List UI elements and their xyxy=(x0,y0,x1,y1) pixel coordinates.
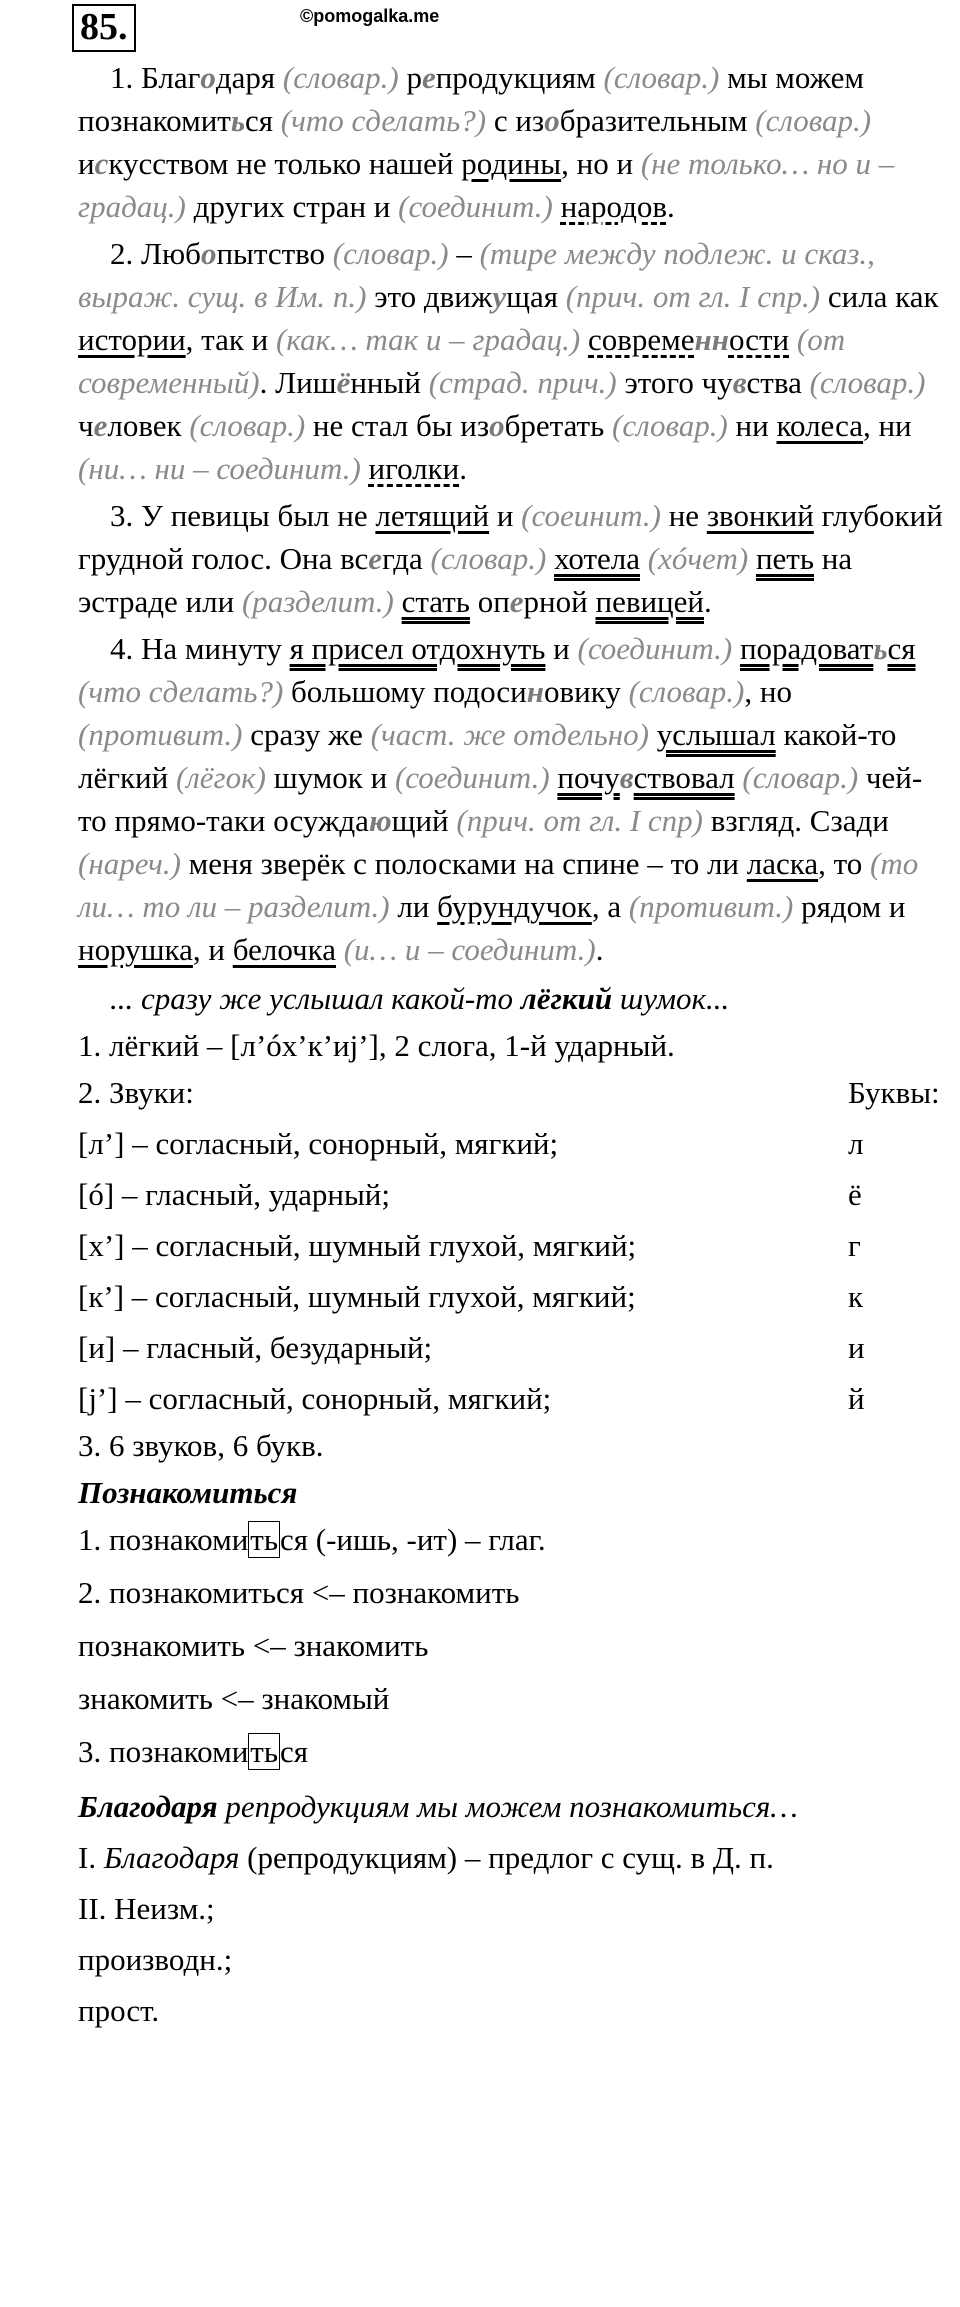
paragraph1-run: (словар.) xyxy=(755,103,872,138)
paragraph4-run: взгляд. Сзади xyxy=(703,803,889,838)
paragraph1-run: других стран и xyxy=(185,189,399,224)
paragraph4-run: ствовал xyxy=(633,760,735,795)
paragraph4-run: (част. же отдельно) xyxy=(370,717,649,752)
paragraph4-run: щий xyxy=(391,803,457,838)
paragraph1-run: (соединит.) xyxy=(398,189,553,224)
suffix-box-2: ть xyxy=(250,1734,278,1769)
morph-line-3: познакомить <– знакомить xyxy=(78,1628,429,1663)
sound-letter: ё xyxy=(848,1177,862,1212)
sound-letter: й xyxy=(848,1381,865,1416)
paragraph-4 xyxy=(78,627,948,971)
paragraph2-run: колеса xyxy=(776,408,863,443)
syntax-line-1 xyxy=(78,1836,948,1879)
paragraph2-run: нный xyxy=(350,365,429,400)
paragraph2-run: , ни xyxy=(862,408,912,443)
paragraph2-run: о xyxy=(200,236,217,271)
header xyxy=(0,0,960,60)
paragraph1-run: народов xyxy=(560,189,667,224)
paragraph3-run xyxy=(748,541,756,576)
paragraph4-run: ли xyxy=(389,889,438,924)
paragraph1-run: мы можем познакомит xyxy=(78,60,865,138)
morph-line-2: 2. познакомиться <– познакомить xyxy=(78,1575,520,1610)
paragraph2-run: е xyxy=(93,408,108,443)
paragraph4-run xyxy=(336,932,344,967)
paragraph4-run: , а xyxy=(591,889,629,924)
sound-letter: л xyxy=(848,1126,864,1161)
sound-row xyxy=(78,1224,948,1267)
paragraph1-run: ь xyxy=(230,103,246,138)
morph-line-5-b: ся xyxy=(279,1734,309,1769)
syntax-line-1-a: I. xyxy=(78,1840,104,1875)
paragraph3-run xyxy=(394,584,402,619)
paragraph4-run: . xyxy=(595,932,604,967)
paragraph2-run: ё xyxy=(336,365,351,400)
watermark: ©pomogalka.me xyxy=(300,6,440,26)
sound-description: [х’] – согласный, шумный глухой, мягкий; xyxy=(78,1228,637,1263)
paragraph2-run xyxy=(580,322,588,357)
letters-label: Буквы: xyxy=(848,1075,940,1110)
paragraph1-run: ся xyxy=(245,103,281,138)
morph-line-5 xyxy=(78,1730,948,1773)
paragraph3-run: гда xyxy=(382,541,431,576)
paragraph1-run: , но и xyxy=(561,146,641,181)
paragraph4-run: норушка xyxy=(78,932,193,967)
sound-row xyxy=(78,1173,948,1216)
phonetic-heading-word: лёгкий xyxy=(520,981,613,1016)
paragraph2-run: 2. Люб xyxy=(110,236,201,271)
paragraph1-run: о xyxy=(544,103,560,138)
paragraph3-run: (словар.) xyxy=(430,541,547,576)
paragraph3-run: петь xyxy=(755,541,814,576)
paragraph1-run: с xyxy=(94,146,109,181)
paragraph1-run: . xyxy=(666,189,675,224)
paragraph4-run: (словар.) xyxy=(628,674,745,709)
morph-line-1 xyxy=(78,1518,948,1561)
sound-description: [j’] – согласный, сонорный, мягкий; xyxy=(78,1381,552,1416)
paragraph4-run: (соединит.) xyxy=(577,631,733,666)
paragraph4-run: в xyxy=(619,760,634,795)
phonetic-line-1: 1. лёгкий – [л’óх’к’иj’], 2 слога, 1-й ударный. xyxy=(78,1028,675,1063)
sound-row xyxy=(78,1326,948,1369)
paragraph3-run: оп xyxy=(469,584,510,619)
paragraph4-run: шумок и xyxy=(265,760,395,795)
paragraph4-run: ю xyxy=(368,803,392,838)
paragraph2-run: пытство xyxy=(216,236,333,271)
paragraph1-run: продукциям xyxy=(435,60,604,95)
paragraph2-run: (от современный) xyxy=(78,322,846,400)
sound-description: [л’] – согласный, сонорный, мягкий; xyxy=(78,1126,559,1161)
paragraph4-run: (что сделать?) xyxy=(78,674,284,709)
paragraph4-run: н xyxy=(526,674,544,709)
paragraph2-run: (ни… ни – соединит.) xyxy=(78,451,361,486)
phonetic-heading-suffix: шумок... xyxy=(612,981,730,1016)
paragraph2-run: (тире между подлеж. и сказ., выраж. сущ. в Им. п.) xyxy=(78,236,875,314)
paragraph3-run: е xyxy=(368,541,383,576)
paragraph2-run: о xyxy=(489,408,505,443)
paragraph2-run: в xyxy=(732,365,747,400)
paragraph1-run: (словар.) xyxy=(282,60,399,95)
syntax-line-3: производн.; xyxy=(78,1942,233,1977)
paragraph-1 xyxy=(78,56,948,228)
paragraph4-run: , и xyxy=(192,932,233,967)
paragraph4-run: ся xyxy=(887,631,916,666)
paragraph3-run: певицей xyxy=(595,584,704,619)
paragraph1-run: (что сделать?) xyxy=(280,103,487,138)
paragraph4-run: (нареч.) xyxy=(78,846,181,881)
paragraph3-run: (хóчет) xyxy=(647,541,749,576)
paragraph1-run: кусством не только нашей xyxy=(108,146,462,181)
paragraph1-run: о xyxy=(200,60,216,95)
paragraph2-run: ловек xyxy=(107,408,190,443)
phonetic-heading xyxy=(78,977,948,1020)
sound-description: [и] – гласный, безударный; xyxy=(78,1330,433,1365)
syntax-heading-rest: репродукциям мы можем познакомиться… xyxy=(217,1789,798,1824)
sound-letter: и xyxy=(848,1330,865,1365)
sound-row xyxy=(78,1122,948,1165)
paragraph2-run: сила как xyxy=(820,279,939,314)
morph-title: Познакомиться xyxy=(78,1475,298,1510)
paragraph1-run xyxy=(553,189,561,224)
phonetic-total: 3. 6 звуков, 6 букв. xyxy=(78,1428,324,1463)
paragraph4-run: я присел отдохнуть xyxy=(289,631,546,666)
paragraph3-run: не xyxy=(660,498,707,533)
syntax-line-1-b: (репродукциям) – предлог с сущ. в Д. п. xyxy=(239,1840,774,1875)
syntax-line-1-word: Благодаря xyxy=(103,1840,240,1875)
paragraph4-run: чей-то прямо-таки осужда xyxy=(78,760,923,838)
paragraph2-run xyxy=(361,451,369,486)
paragraph3-run: хотела xyxy=(554,541,641,576)
paragraph-3 xyxy=(78,494,948,623)
phonetic-heading-prefix: ... сразу же услышал какой-то xyxy=(110,981,521,1016)
paragraph2-run: ости xyxy=(728,322,790,357)
paragraph4-run: (соединит.) xyxy=(394,760,550,795)
morph-line-4: знакомить <– знакомый xyxy=(78,1681,390,1716)
sounds-table xyxy=(78,1122,948,1420)
paragraph1-run: родины xyxy=(461,146,562,181)
paragraph2-run: – xyxy=(448,236,480,271)
paragraph2-run: . Лиш xyxy=(259,365,337,400)
paragraph4-run: почу xyxy=(557,760,620,795)
paragraph2-run: (прич. от гл. I спр.) xyxy=(565,279,821,314)
paragraph2-run: ч xyxy=(78,408,94,443)
paragraph3-run: звонкий xyxy=(706,498,814,533)
sounds-header-row xyxy=(78,1071,948,1114)
sound-row xyxy=(78,1377,948,1420)
paragraph2-run: (как… так и – градац.) xyxy=(276,322,581,357)
paragraph1-run: р xyxy=(398,60,422,95)
paragraph4-run: , то xyxy=(818,846,870,881)
paragraph4-run: 4. На минуту xyxy=(110,631,290,666)
paragraph2-run: (страд. прич.) xyxy=(428,365,617,400)
morph-line-5-a: 3. познакоми xyxy=(78,1734,249,1769)
paragraph2-run: у xyxy=(492,279,507,314)
paragraph4-run: услышал xyxy=(656,717,776,752)
paragraph1-run: (словар.) xyxy=(603,60,720,95)
paragraph3-run: стать xyxy=(401,584,470,619)
paragraph3-run: летящий xyxy=(375,498,490,533)
paragraph1-run: бразительным xyxy=(559,103,756,138)
paragraph2-run: нн xyxy=(694,322,729,357)
paragraph4-run xyxy=(732,631,740,666)
paragraph3-run: . xyxy=(704,584,712,619)
paragraph4-run xyxy=(649,717,657,752)
paragraph3-run: 3. У певицы был не xyxy=(110,498,376,533)
sounds-label: 2. Звуки: xyxy=(78,1075,194,1110)
paragraph2-run: ства xyxy=(746,365,810,400)
paragraph3-run: глубокий грудной голос. Она вс xyxy=(78,498,943,576)
paragraph4-run: (противит.) xyxy=(78,717,243,752)
morph-line-1-b: ся (-ишь, -ит) – глаг. xyxy=(279,1522,546,1557)
syntax-heading-word: Благодаря xyxy=(78,1789,218,1824)
paragraph4-run: и xyxy=(545,631,578,666)
sound-row xyxy=(78,1275,948,1318)
paragraph3-run: на эстраде или xyxy=(78,541,853,619)
paragraph2-run: это движ xyxy=(366,279,493,314)
paragraph2-run: . xyxy=(459,451,468,486)
paragraph2-run: (словар.) xyxy=(189,408,306,443)
paragraph3-run: (разделит.) xyxy=(241,584,394,619)
paragraph1-run: даря xyxy=(215,60,283,95)
sound-letter: к xyxy=(848,1279,864,1314)
paragraph4-run: рядом и xyxy=(793,889,906,924)
syntax-heading xyxy=(78,1785,948,1828)
paragraph4-run: (противит.) xyxy=(628,889,794,924)
paragraph4-run: бурундучок xyxy=(437,889,592,924)
paragraph3-run: (соеинит.) xyxy=(521,498,661,533)
paragraph4-run: , но xyxy=(744,674,792,709)
paragraph2-run: (словар.) xyxy=(809,365,926,400)
paragraph2-run: (словар.) xyxy=(332,236,449,271)
paragraph2-run: , так и xyxy=(185,322,277,357)
paragraph3-run: и xyxy=(489,498,522,533)
paragraph3-run: рной xyxy=(523,584,596,619)
paragraph2-run: (словар.) xyxy=(612,408,728,443)
paragraph4-run: (словар.) xyxy=(742,760,859,795)
paragraph4-run: (прич. от гл. I спр) xyxy=(456,803,703,838)
paragraph4-run: какой-то лёгкий xyxy=(78,717,897,795)
syntax-line-4: прост. xyxy=(78,1993,160,2028)
paragraph1-run: и xyxy=(78,146,95,181)
paragraph2-run: ни xyxy=(727,408,777,443)
paragraph4-run: (и… и – соединит.) xyxy=(343,932,596,967)
sound-letter: г xyxy=(848,1228,861,1263)
paragraph1-run: 1. Благ xyxy=(110,60,201,95)
syntax-line-2: II. Неизм.; xyxy=(78,1891,215,1926)
content xyxy=(78,56,948,2032)
paragraph4-run: белочка xyxy=(232,932,336,967)
paragraph2-run: щая xyxy=(506,279,566,314)
paragraph2-run: бретать xyxy=(504,408,612,443)
sound-description: [к’] – согласный, шумный глухой, мягкий; xyxy=(78,1279,636,1314)
paragraph3-run xyxy=(640,541,648,576)
paragraph4-run: ласка xyxy=(746,846,819,881)
paragraph1-run: с из xyxy=(486,103,545,138)
paragraph4-run: меня зверёк с полосками на спине – то ли xyxy=(180,846,747,881)
paragraph2-run: совреме xyxy=(588,322,695,357)
paragraph4-run: (лёгок) xyxy=(175,760,266,795)
paragraph4-run: ь xyxy=(873,631,888,666)
paragraph2-run: иголки xyxy=(368,451,460,486)
sound-description: [ó] – гласный, ударный; xyxy=(78,1177,390,1212)
paragraph4-run: порадоват xyxy=(739,631,874,666)
paragraph4-run: большому подоси xyxy=(283,674,527,709)
paragraph-2 xyxy=(78,232,948,490)
exercise-number: 85. xyxy=(72,4,136,52)
paragraph4-run: (то ли… то ли – разделит.) xyxy=(78,846,919,924)
paragraph2-run: не стал бы из xyxy=(305,408,490,443)
paragraph4-run: овику xyxy=(543,674,629,709)
morph-line-1-a: 1. познакоми xyxy=(78,1522,249,1557)
paragraph3-run xyxy=(546,541,554,576)
paragraph2-run: истории xyxy=(78,322,186,357)
suffix-box: ть xyxy=(250,1522,278,1557)
paragraph1-run: е xyxy=(421,60,436,95)
paragraph3-run: е xyxy=(509,584,524,619)
paragraph4-run: сразу же xyxy=(242,717,371,752)
paragraph1-run: (не только… но и – градац.) xyxy=(78,146,895,224)
paragraph2-run: этого чу xyxy=(616,365,733,400)
paragraph2-run xyxy=(789,322,797,357)
